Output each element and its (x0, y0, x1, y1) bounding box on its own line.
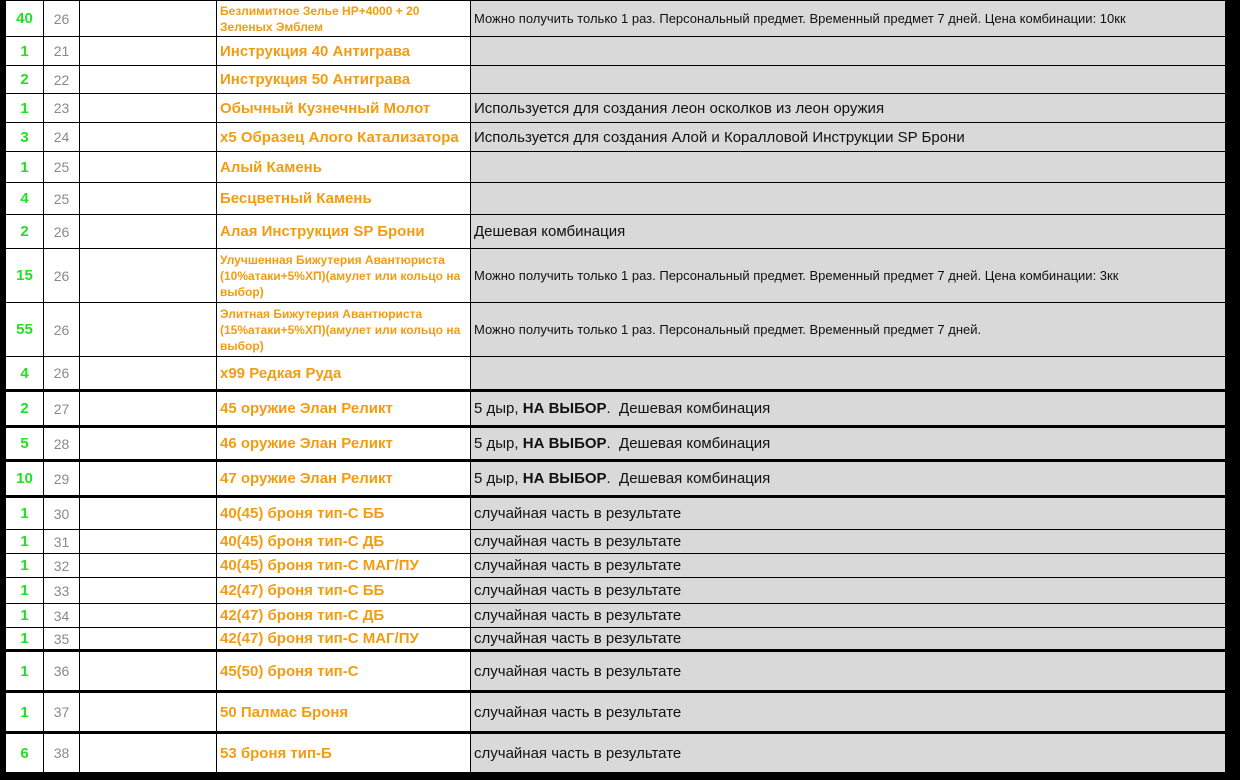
table-row (6, 1, 1226, 37)
quantity-cell: 2 (6, 215, 44, 249)
description-cell (471, 461, 1226, 497)
level-cell: 37 (44, 692, 80, 733)
level-cell: 24 (44, 123, 80, 152)
level-cell: 26 (44, 215, 80, 249)
item-name-cell: Обычный Кузнечный Молот (217, 94, 471, 123)
level-cell: 33 (44, 578, 80, 604)
description-cell: случайная часть в результате (471, 651, 1226, 692)
rewards-table-body (6, 1, 1226, 773)
level-cell: 25 (44, 152, 80, 183)
rewards-table (5, 0, 1226, 773)
table-row (6, 427, 1226, 461)
quantity-cell: 1 (6, 628, 44, 651)
level-cell: 30 (44, 497, 80, 530)
quantity-cell: 6 (6, 733, 44, 773)
description-cell: Можно получить только 1 раз. Персональный предмет. Временный предмет 7 дней. Цена комбинации: 3кк (471, 249, 1226, 303)
level-cell: 32 (44, 554, 80, 578)
quantity-cell: 3 (6, 123, 44, 152)
quantity-cell: 1 (6, 604, 44, 628)
table-row (6, 530, 1226, 554)
empty-cell (80, 461, 217, 497)
item-name-cell: x99 Редкая Руда (217, 357, 471, 391)
empty-cell (80, 604, 217, 628)
empty-cell (80, 249, 217, 303)
description-text: . Дешевая комбинация (606, 435, 771, 452)
item-name-cell: 53 броня тип-Б (217, 733, 471, 773)
empty-cell (80, 651, 217, 692)
table-row (6, 357, 1226, 391)
table-row (6, 692, 1226, 733)
quantity-cell: 1 (6, 152, 44, 183)
description-cell: случайная часть в результате (471, 604, 1226, 628)
item-name-cell: Алая Инструкция SP Брони (217, 215, 471, 249)
empty-cell (80, 391, 217, 427)
item-name-cell: Алый Камень (217, 152, 471, 183)
empty-cell (80, 123, 217, 152)
description-cell (471, 66, 1226, 94)
empty-cell (80, 554, 217, 578)
level-cell: 29 (44, 461, 80, 497)
sheet-background (1225, 0, 1240, 780)
table-row (6, 497, 1226, 530)
description-cell: случайная часть в результате (471, 692, 1226, 733)
table-row (6, 215, 1226, 249)
level-cell: 26 (44, 249, 80, 303)
item-name-cell: Инструкция 50 Антиграва (217, 66, 471, 94)
description-cell (471, 391, 1226, 427)
empty-cell (80, 183, 217, 215)
table-row (6, 123, 1226, 152)
description-cell: случайная часть в результате (471, 497, 1226, 530)
description-emphasis: НА ВЫБОР (522, 400, 607, 417)
empty-cell (80, 37, 217, 66)
quantity-cell: 1 (6, 554, 44, 578)
quantity-cell: 2 (6, 391, 44, 427)
empty-cell (80, 66, 217, 94)
description-text: 5 дыр, (474, 435, 523, 452)
empty-cell (80, 497, 217, 530)
level-cell: 26 (44, 303, 80, 357)
description-text: . Дешевая комбинация (606, 470, 771, 487)
table-row (6, 733, 1226, 773)
description-cell (471, 152, 1226, 183)
item-name-cell: 50 Палмас Броня (217, 692, 471, 733)
item-name-cell: 47 оружие Элан Реликт (217, 461, 471, 497)
quantity-cell: 55 (6, 303, 44, 357)
table-row (6, 604, 1226, 628)
item-name-cell: 45(50) броня тип-С (217, 651, 471, 692)
description-text: . Дешевая комбинация (606, 400, 771, 417)
level-cell: 22 (44, 66, 80, 94)
table-row (6, 37, 1226, 66)
description-cell: Используется для создания Алой и Коралловой Инструкции SP Брони (471, 123, 1226, 152)
quantity-cell: 1 (6, 37, 44, 66)
item-name-cell: 42(47) броня тип-С ДБ (217, 604, 471, 628)
quantity-cell: 5 (6, 427, 44, 461)
level-cell: 26 (44, 1, 80, 37)
description-cell (471, 37, 1226, 66)
empty-cell (80, 94, 217, 123)
level-cell: 28 (44, 427, 80, 461)
empty-cell (80, 692, 217, 733)
item-name-cell: 42(47) броня тип-С МАГ/ПУ (217, 628, 471, 651)
level-cell: 36 (44, 651, 80, 692)
description-cell: случайная часть в результате (471, 733, 1226, 773)
description-cell: случайная часть в результате (471, 628, 1226, 651)
quantity-cell: 1 (6, 578, 44, 604)
quantity-cell: 4 (6, 357, 44, 391)
quantity-cell: 1 (6, 497, 44, 530)
level-cell: 21 (44, 37, 80, 66)
level-cell: 31 (44, 530, 80, 554)
quantity-cell: 1 (6, 651, 44, 692)
description-cell: случайная часть в результате (471, 530, 1226, 554)
empty-cell (80, 628, 217, 651)
table-row (6, 94, 1226, 123)
description-cell: случайная часть в результате (471, 554, 1226, 578)
item-name-cell: 45 оружие Элан Реликт (217, 391, 471, 427)
item-name-cell: 40(45) броня тип-С МАГ/ПУ (217, 554, 471, 578)
empty-cell (80, 530, 217, 554)
item-name-cell: Улучшенная Бижутерия Авантюриста (10%атаки+5%ХП)(амулет или кольцо на выбор) (217, 249, 471, 303)
description-text: 5 дыр, (474, 470, 523, 487)
table-row (6, 152, 1226, 183)
empty-cell (80, 303, 217, 357)
item-name-cell: Бесцветный Камень (217, 183, 471, 215)
table-row (6, 391, 1226, 427)
table-row (6, 461, 1226, 497)
empty-cell (80, 427, 217, 461)
quantity-cell: 10 (6, 461, 44, 497)
description-cell: Дешевая комбинация (471, 215, 1226, 249)
quantity-cell: 1 (6, 530, 44, 554)
empty-cell (80, 357, 217, 391)
description-text: 5 дыр, (474, 400, 523, 417)
description-cell: Можно получить только 1 раз. Персональный предмет. Временный предмет 7 дней. Цена комбинации: 10кк (471, 1, 1226, 37)
item-name-cell: x5 Образец Алого Катализатора (217, 123, 471, 152)
table-row (6, 249, 1226, 303)
description-emphasis: НА ВЫБОР (522, 435, 607, 452)
item-name-cell: 40(45) броня тип-С ДБ (217, 530, 471, 554)
empty-cell (80, 1, 217, 37)
empty-cell (80, 733, 217, 773)
description-cell: случайная часть в результате (471, 578, 1226, 604)
item-name-cell: Инструкция 40 Антиграва (217, 37, 471, 66)
description-emphasis: НА ВЫБОР (522, 470, 607, 487)
level-cell: 27 (44, 391, 80, 427)
item-name-cell: 40(45) броня тип-С ББ (217, 497, 471, 530)
table-row (6, 651, 1226, 692)
item-name-cell: 42(47) броня тип-С ББ (217, 578, 471, 604)
level-cell: 35 (44, 628, 80, 651)
level-cell: 26 (44, 357, 80, 391)
item-name-cell: Безлимитное Зелье HP+4000 + 20 Зеленых Эмблем (217, 1, 471, 37)
table-row (6, 183, 1226, 215)
level-cell: 25 (44, 183, 80, 215)
description-cell (471, 183, 1226, 215)
table-row (6, 66, 1226, 94)
quantity-cell: 15 (6, 249, 44, 303)
level-cell: 38 (44, 733, 80, 773)
quantity-cell: 1 (6, 94, 44, 123)
quantity-cell: 1 (6, 692, 44, 733)
description-cell (471, 357, 1226, 391)
item-name-cell: Элитная Бижутерия Авантюриста (15%атаки+5%ХП)(амулет или кольцо на выбор) (217, 303, 471, 357)
item-name-cell: 46 оружие Элан Реликт (217, 427, 471, 461)
description-cell: Используется для создания леон осколков из леон оружия (471, 94, 1226, 123)
level-cell: 34 (44, 604, 80, 628)
description-cell: Можно получить только 1 раз. Персональный предмет. Временный предмет 7 дней. (471, 303, 1226, 357)
table-row (6, 578, 1226, 604)
level-cell: 23 (44, 94, 80, 123)
empty-cell (80, 578, 217, 604)
quantity-cell: 40 (6, 1, 44, 37)
empty-cell (80, 152, 217, 183)
quantity-cell: 2 (6, 66, 44, 94)
empty-cell (80, 215, 217, 249)
table-row (6, 628, 1226, 651)
quantity-cell: 4 (6, 183, 44, 215)
table-row (6, 303, 1226, 357)
description-cell (471, 427, 1226, 461)
table-row (6, 554, 1226, 578)
